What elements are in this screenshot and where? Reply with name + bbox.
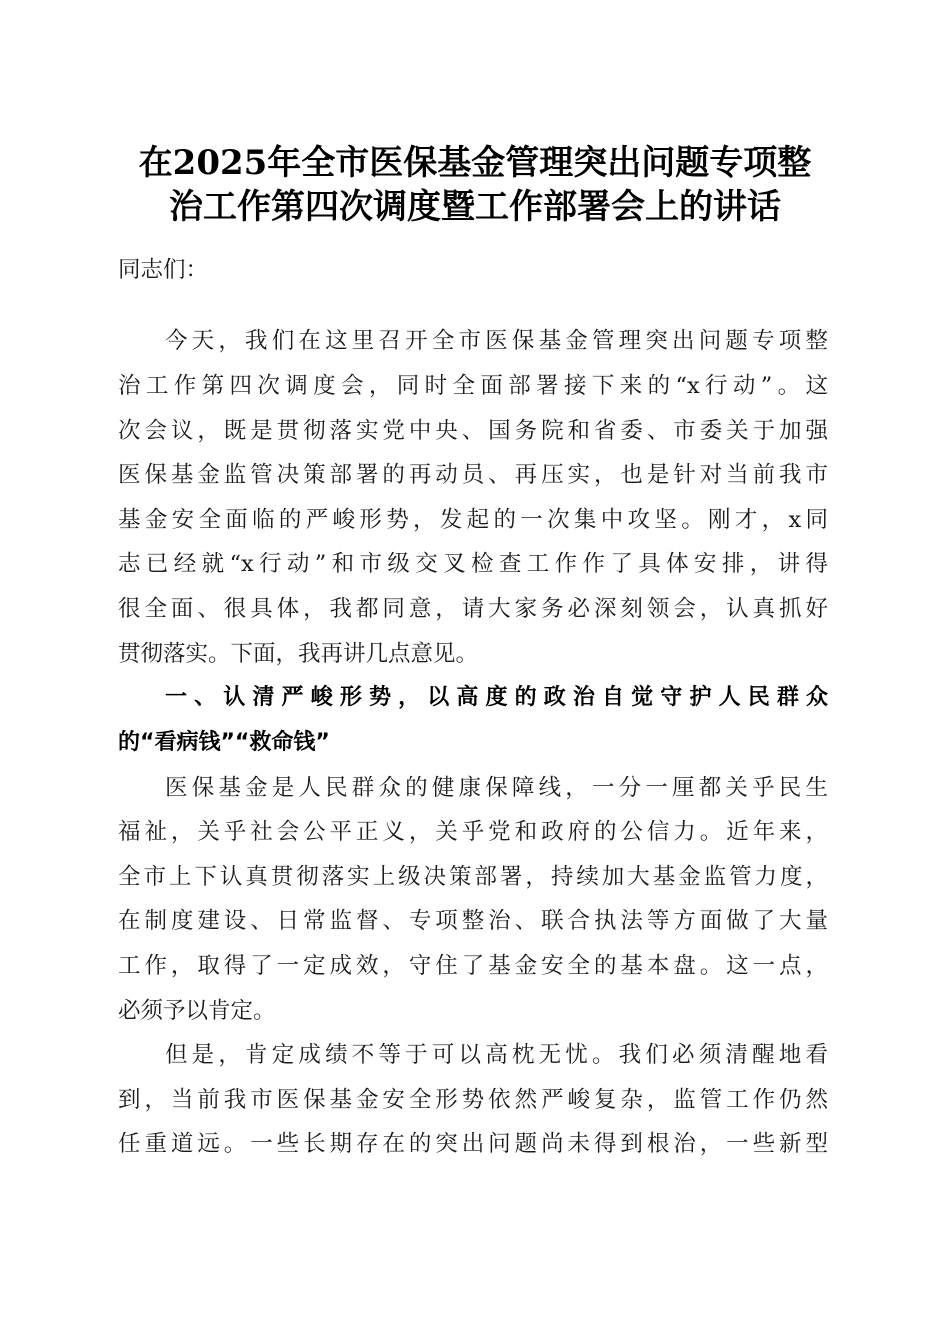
paragraph-2-line-2: 福祉，关乎社会公平正义，关乎党和政府的公信力。近年来， — [118, 819, 828, 845]
paragraph-3-line-3: 任重道远。一些长期存在的突出问题尚未得到根治，一些新型 — [118, 1131, 828, 1157]
paragraph-3-line-1: 但是，肯定成绩不等于可以高枕无忧。我们必须清醒地看 — [165, 1042, 828, 1068]
paragraph-2-line-4: 在制度建设、日常监督、专项整治、联合执法等方面做了大量 — [118, 908, 828, 934]
paragraph-1-line-6: 志已经就“x行动”和市级交叉检查工作作了具体安排，讲得 — [118, 551, 828, 577]
paragraph-1-line-3: 次会议，既是贯彻落实党中央、国务院和省委、市委关于加强 — [118, 418, 828, 444]
paragraph-3-line-2: 到，当前我市医保基金安全形势依然严峻复杂，监管工作仍然 — [118, 1087, 828, 1113]
salutation: 同志们： — [118, 257, 209, 283]
paragraph-2-line-1: 医保基金是人民群众的健康保障线，一分一厘都关乎民生 — [165, 775, 828, 801]
paragraph-1-line-1: 今天，我们在这里召开全市医保基金管理突出问题专项整 — [165, 328, 828, 354]
paragraph-2-line-5: 工作，取得了一定成效，守住了基金安全的基本盘。这一点， — [118, 953, 828, 979]
paragraph-1-line-8: 贯彻落实。下面，我再讲几点意见。 — [118, 641, 479, 667]
paragraph-1-line-7: 很全面、很具体，我都同意，请大家务必深刻领会，认真抓好 — [118, 596, 828, 622]
section-heading-line-1: 一、认清严峻形势，以高度的政治自觉守护人民群众 — [165, 685, 828, 710]
paragraph-1-line-4: 医保基金监管决策部署的再动员、再压实，也是针对当前我市 — [118, 462, 828, 488]
paragraph-2-line-6: 必须予以肯定。 — [118, 998, 276, 1024]
paragraph-2-line-3: 全市上下认真贯彻落实上级决策部署，持续加大基金监管力度， — [118, 864, 828, 890]
paragraph-1-line-2: 治工作第四次调度会，同时全面部署接下来的“x行动”。这 — [118, 373, 828, 399]
paragraph-1-line-5: 基金安全面临的严峻形势，发起的一次集中攻坚。刚才，x同 — [118, 507, 828, 533]
section-heading-line-2: 的“看病钱”“救命钱” — [118, 730, 330, 755]
document-title-line-1: 在2025年全市医保基金管理突出问题专项整 — [138, 143, 812, 183]
document-title-line-2: 治工作第四次调度暨工作部署会上的讲话 — [169, 187, 781, 227]
